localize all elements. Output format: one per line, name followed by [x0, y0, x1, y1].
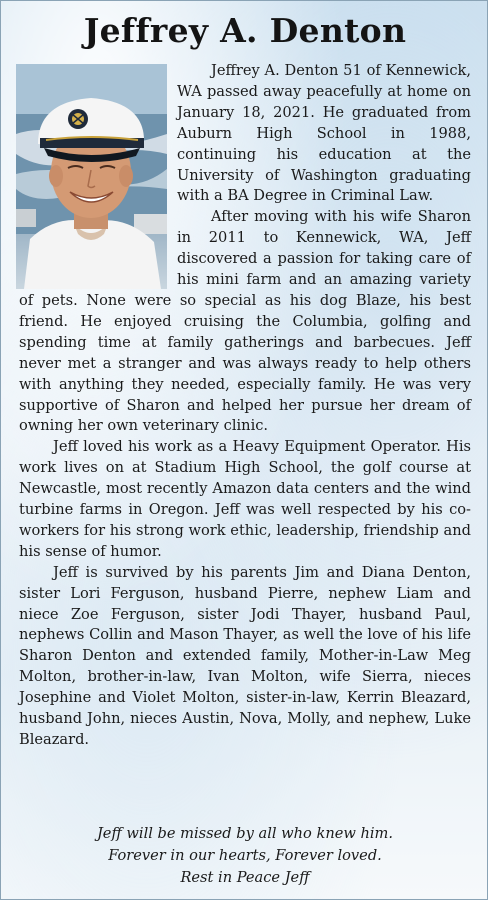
paragraph-2: After moving with his wife Sharon in 2011 to Kennewick, WA, Jeff discovered a passion for taking care of his mini farm and an amazing variety of pets. None were so special as his dog Blaze, his best friend. He enjoyed cruising the Columbia, golfing and spending time at family gatherings and barbecues. Jeff never met a stranger and was always ready to help others with anything they needed, especially family. He was very supportive of Sharon and helped her pursue her dream of owning her own veterinary clinic.	[19, 208, 471, 435]
paragraph-3: Jeff loved his work as a Heavy Equipment Operator. His work lives on at Stadium High School, the golf course at Newcastle, most recently Amazon data centers and the wind turbine farms in Oregon. Jeff was well respected by his co-workers for his strong work ethic, leadership, friendship and his sense of humor.	[19, 438, 471, 560]
obituary-body	[19, 61, 471, 751]
closing-line-1: Jeff will be missed by all who knew him.	[96, 825, 394, 842]
paragraph-4: Jeff is survived by his parents Jim and Diana Denton, sister Lori Ferguson, husband Pierre, nephew Liam and niece Zoe Ferguson, sister Jodi Thayer, husband Paul, nephews Collin and Mason Thayer, as well the love of his life Sharon Denton and extended family, Mother-in-Law Meg Molton, brother-in-law, Ivan Molton, wife Sierra, nieces Josephine and Violet Molton, sister-in-law, Kerrin Bleazard, husband John, nieces Austin, Nova, Molly, and nephew, Luke Bleazard.	[19, 563, 471, 748]
closing-line-2: Forever in our hearts, Forever loved.	[108, 847, 382, 864]
closing-lines	[1, 823, 488, 889]
obituary-title: Jeffrey A. Denton	[83, 11, 407, 50]
closing-line-3: Rest in Peace Jeff	[180, 869, 310, 886]
paragraph-1: Jeffrey A. Denton 51 of Kennewick, WA passed away peacefully at home on January 18, 2021. He graduated from Auburn High School in 1988, continuing his education at the University of Washington graduating with a BA Degree in Criminal Law.	[177, 62, 471, 205]
photo-spacer	[19, 61, 177, 290]
